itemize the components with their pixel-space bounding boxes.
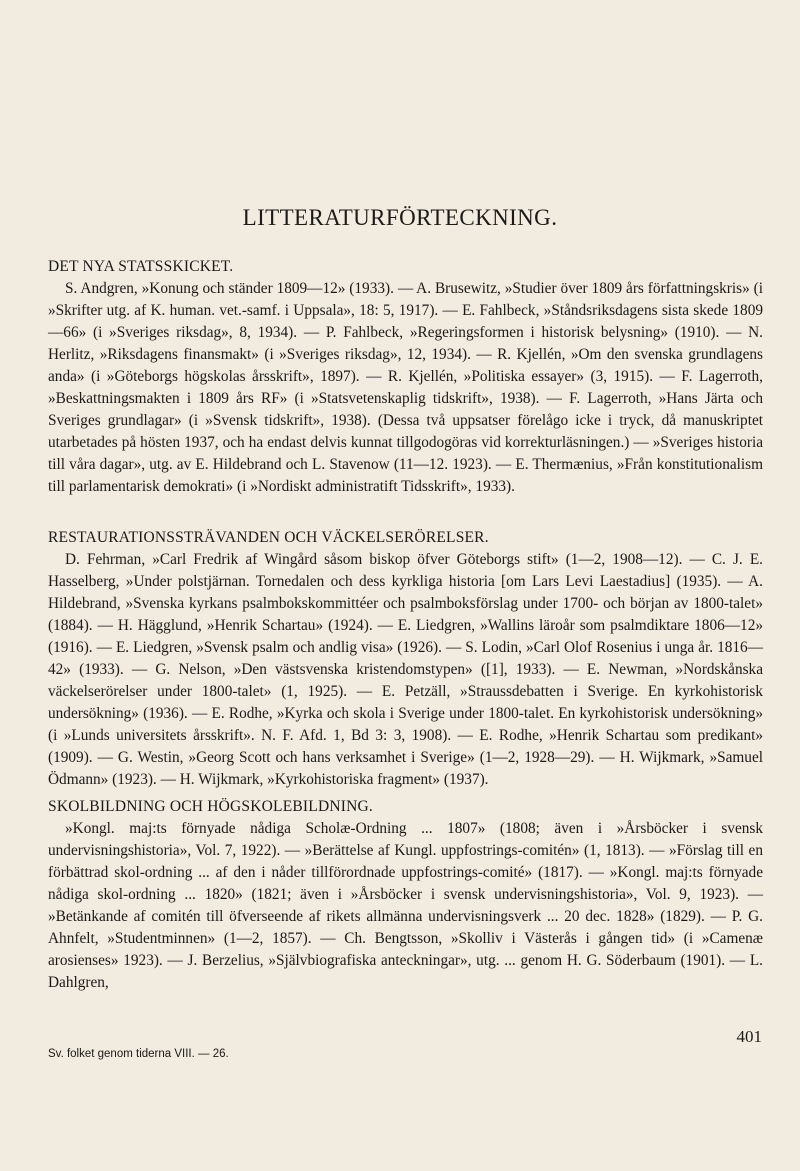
section-heading: DET NYA STATSSKICKET.	[48, 258, 234, 275]
section-det-nya-statsskicket	[48, 256, 763, 498]
section-heading: SKOLBILDNING OCH HÖGSKOLEBILDNING.	[48, 798, 373, 815]
page-title: LITTERATURFÖRTECKNING.	[242, 205, 558, 230]
section-body: S. Andgren, »Konung och ständer 1809—12» (1933). — A. Brusewitz, »Studier över 1809 års författningskris» (i »Skrifter utg. af K. human. vet.-samf. i Uppsala», 18: 5, 1917). — E. Fahlbeck, »Ståndsriksdagens sista skede 1809—66» (i »Sveriges riksdag», 8, 1934). — P. Fahlbeck, »Regeringsformen i historisk belysning» (1910). — N. Herlitz, »Riksdagens finansmakt» (i »Sveriges riksdag», 12, 1934). — R. Kjellén, »Om den svenska grundlagens anda» (i »Göteborgs högskolas årsskrift», 1897). — R. Kjellén, »Politiska essayer» (3, 1915). — F. Lagerroth, »Beskattningsmakten i 1809 års RF» (i »Statsvetenskaplig tidskrift», 1938). — F. Lagerroth, »Hans Järta och Sveriges grundlagar» (i »Svensk tidskrift», 1938). (Dessa två uppsatser förelågo icke i tryck, då manuskriptet utarbetades på hösten 1937, och ha endast delvis kunnat tillgodogöras vid korrekturläsningen.) — »Sveriges historia till våra dagar», utg. av E. Hildebrand och L. Stavenow (11—12. 1923). — E. Thermænius, »Från konstitutionalism till parlamentarisk demokrati» (i »Nordiskt administratift Tidsskrift», 1933).	[48, 280, 763, 496]
page-number: 401	[736, 1027, 762, 1046]
section-restaurationsstravanden	[48, 527, 763, 792]
section-skolbildning	[48, 796, 763, 994]
section-body: D. Fehrman, »Carl Fredrik af Wingård såsom biskop öfver Göteborgs stift» (1—2, 1908—12). — C. J. E. Hasselberg, »Under polstjärnan. Tornedalen och dess kyrkliga historia [om Lars Levi Laestadius] (1935). — A. Hildebrand, »Svenska kyrkans psalmbokskommittéer och psalmboksförslag under 1700- och början av 1800-talet» (1884). — H. Hägglund, »Henrik Schartau» (1924). — E. Liedgren, »Wallins läroår som psalmdiktare 1806—12» (1916). — E. Liedgren, »Svensk psalm och andlig visa» (1926). — S. Lodin, »Carl Olof Rosenius i unga år. 1816—42» (1933). — G. Nelson, »Den västsvenska kristendomstypen» ([1], 1933). — E. Newman, »Nordskånska väckelserörelser under 1800-talet» (1, 1925). — E. Petzäll, »Straussdebatten i Sverige. En kyrkohistorisk undersökning» (1936). — E. Rodhe, »Kyrka och skola i Sverige under 1800-talet. En kyrkohistorisk undersökning» (i »Lunds universitets årsskrift». N. F. Afd. 1, Bd 3: 3, 1908). — E. Rodhe, »Henrik Schartau som predikant» (1909). — G. Westin, »Georg Scott och hans verksamhet i Sverige» (1—2, 1928—29). — H. Wijkmark, »Samuel Ödmann» (1923). — H. Wijkmark, »Kyrkohistoriska fragment» (1937).	[48, 551, 763, 789]
section-body: »Kongl. maj:ts förnyade nådiga Scholæ-Ordning ... 1807» (1808; även i »Årsböcker i svensk undervisningshistoria», Vol. 7, 1922). — »Berättelse af Kungl. uppfostrings-comitén» (1, 1813). — »Förslag till en förbättrad skol-ordning ... af den i nåder tillförordnade uppfostrings-comité» (1817). — »Kongl. maj:ts förnyade nådiga skol-ordning ... 1820» (1821; även i »Årsböcker i svensk undervisningshistoria», Vol. 9, 1923). — »Betänkande af comitén till öfverseende af rikets allmänna undervisningsverk ... 20 dec. 1828» (1829). — P. G. Ahnfelt, »Studentminnen» (1—2, 1857). — Ch. Bengtsson, »Skolliv i Västerås i gången tid» (i »Camenæ arosienses» 1923). — J. Berzelius, »Självbiografiska anteckningar», utg. ... genom H. G. Söderbaum (1901). — L. Dahlgren,	[48, 820, 763, 992]
section-heading: RESTAURATIONSSTRÄVANDEN OCH VÄCKELSERÖRELSER.	[48, 529, 489, 546]
footer-signature: Sv. folket genom tiderna VIII. — 26.	[48, 1048, 229, 1060]
